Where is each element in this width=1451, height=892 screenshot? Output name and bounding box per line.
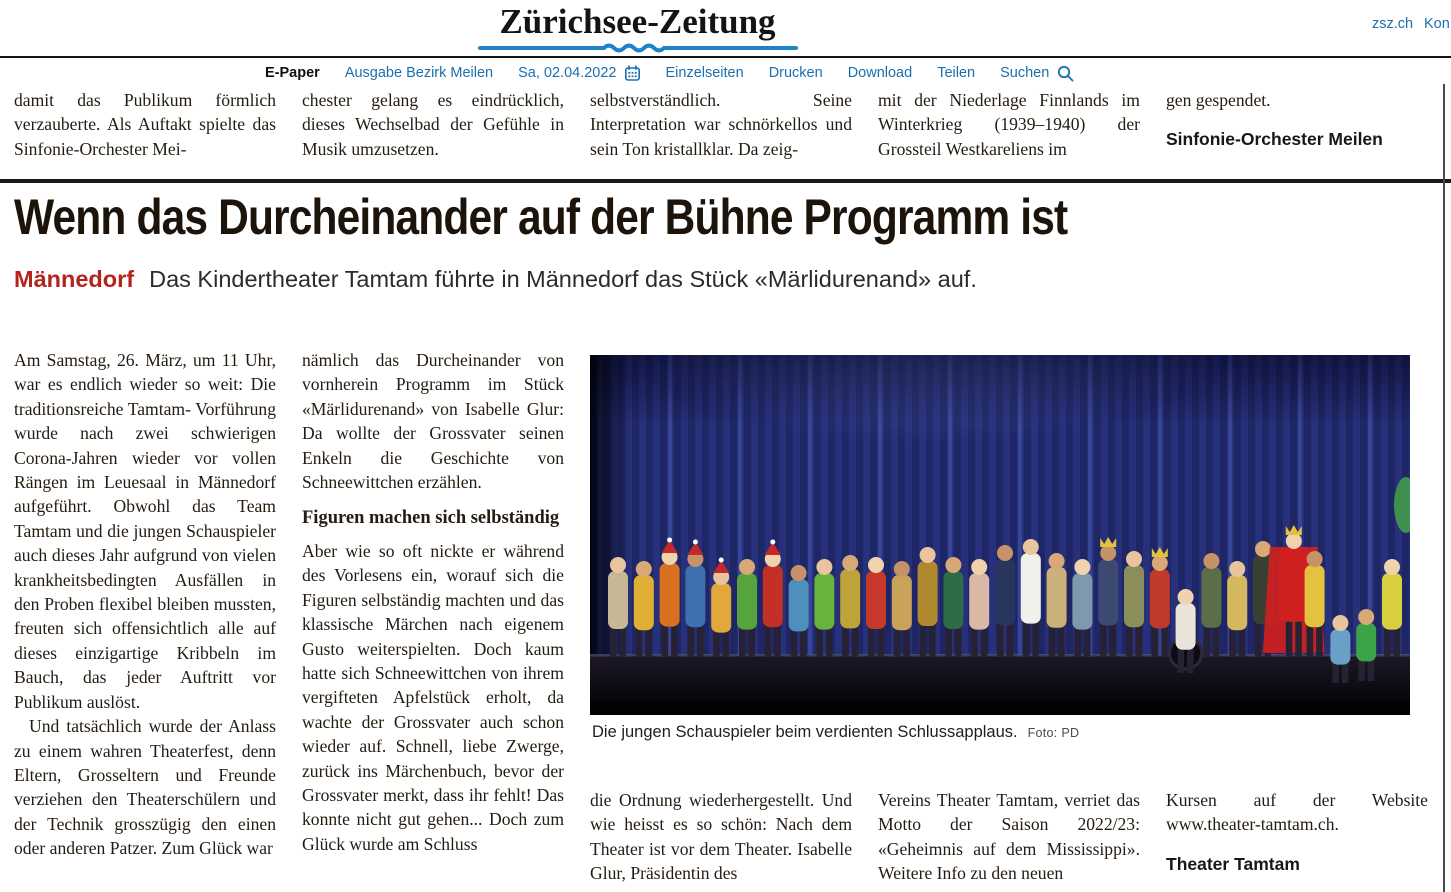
paragraph: Vereins Theater Tamtam, verriet das Motto der Saison 2022/23: «Geheimnis auf dem Mississippi». Weitere Info zu den neuen xyxy=(878,790,1140,884)
photo-credit: Foto: PD xyxy=(1027,726,1080,740)
article-kicker: Männedorf xyxy=(14,266,135,292)
paragraph: gen gespendet. xyxy=(1166,90,1271,110)
download-link[interactable]: Download xyxy=(847,65,913,81)
paragraph: chester gelang es eindrücklich, dieses Wechselbad der Gefühle in Musik umzusetzen. xyxy=(302,90,564,159)
teilen-link[interactable]: Teilen xyxy=(937,65,976,81)
top-column-2 xyxy=(302,88,564,161)
edition-link[interactable]: Ausgabe Bezirk Meilen xyxy=(344,65,494,81)
top-column-1 xyxy=(14,88,276,161)
stage-floor xyxy=(590,655,1410,701)
epaper-label: E-Paper xyxy=(265,65,320,81)
link-zsz-ch[interactable]: zsz.ch xyxy=(1372,16,1414,32)
photo-caption-row xyxy=(592,723,1079,742)
article-signature-heading: Sinfonie-Orchester Meilen xyxy=(1166,129,1383,150)
article-signature-heading: Theater Tamtam xyxy=(1166,853,1300,874)
date-label[interactable]: Sa, 02.04.2022 xyxy=(518,65,617,81)
calendar-icon[interactable] xyxy=(624,65,641,82)
paragraph: damit das Publikum förmlich verzauberte. Als Auftakt spielte das Sinfonie-Orchester Mei- xyxy=(14,90,276,159)
masthead xyxy=(455,2,820,53)
article-column-3 xyxy=(590,788,852,886)
top-column-4 xyxy=(878,88,1140,161)
paragraph: Und tatsächlich wurde der Anlass zu einem wahren Theaterfest, denn Eltern, Grosseltern und Freunde verziehen den Theaterschülern und der Technik grosszügig den einen oder anderen Patzer. Zum Glück war xyxy=(14,716,276,859)
article-column-1 xyxy=(14,348,276,892)
paragraph: selbstverständlich. Seine Interpretation war schnörkellos und sein Ton kristallklar. Da zeig- xyxy=(590,90,852,159)
paragraph: mit der Niederlage Finnlands im Winterkrieg (1939–1940) der Grossteil Westkareliens im xyxy=(878,90,1140,159)
epaper-toolbar xyxy=(265,61,1075,85)
paragraph: die Ordnung wiederhergestellt. Und wie heisst es so schön: Nach dem Theater ist vor dem Theater. Isabelle Glur, Präsidentin des xyxy=(590,790,852,884)
link-kontakt[interactable]: Kon xyxy=(1424,16,1450,32)
suchen-link[interactable]: Suchen xyxy=(1000,65,1050,81)
article-column-2 xyxy=(302,348,564,892)
stage-photo-svg xyxy=(590,355,1410,715)
article-photo xyxy=(590,355,1410,715)
search-icon[interactable] xyxy=(1056,64,1075,83)
article-subheading: Figuren machen sich selbständig xyxy=(302,508,560,529)
search-group[interactable] xyxy=(1000,64,1075,83)
einzelseiten-link[interactable]: Einzelseiten xyxy=(665,65,744,81)
paragraph: nämlich das Durcheinander von vornherein Programm im Stück «Märlidurenand» von Isabelle Glur: Da wollte der Grossvater seinen Enkeln die Geschichte von Schneewittchen erzählen. xyxy=(302,350,564,493)
top-column-3 xyxy=(590,88,852,161)
drucken-link[interactable]: Drucken xyxy=(768,65,823,81)
article-headline: Wenn das Durcheinander auf der Bühne Programm ist xyxy=(14,189,1068,245)
page-top-rule xyxy=(0,56,1451,58)
logo-underline-wave xyxy=(478,43,798,53)
photo-caption: Die jungen Schauspieler beim verdienten Schlussapplaus. xyxy=(592,723,1018,741)
newspaper-logo[interactable]: Zürichsee-Zeitung xyxy=(499,2,776,41)
article-separator-rule xyxy=(0,179,1451,183)
article-lead: Das Kindertheater Tamtam führte in Männedorf das Stück «Märlidurenand» auf. xyxy=(149,266,977,292)
paragraph: Aber wie so oft nickte er während des Vorlesens ein, worauf sich die Figuren selbständig machten und das klassische Märchen nach eigenem Gusto weiterspielten. Doch kaum hatte sich Schneewittchen von ihrem vergifteten Apfelstück erholt, da wachte der Grossvater auch schon wieder auf. Schnell, liebe Zwerge, zurück ins Märchenbuch, bevor der Grossvater merkt, dass ihr fehlt! Das konnte nicht gut gehen... Doch zum Glück wurde am Schluss xyxy=(302,540,564,854)
article-column-4 xyxy=(878,788,1140,886)
article-column-5 xyxy=(1166,788,1428,875)
page-right-rule xyxy=(1443,84,1445,892)
date-picker[interactable] xyxy=(518,65,640,82)
paragraph: Am Samstag, 26. März, um 11 Uhr, war es endlich wieder so weit: Die traditionsreiche Tamtam- Vorführung wurde nach zwei schwierigen Corona-Jahren wieder vor vollen Rängen im Leuesaal in Männedorf aufgeführt. Obwohl das Team Tamtam und die jungen Schauspieler auch dieses Jahr aufgrund von vielen krankheitsbedingten Ausfällen in den Proben flexibel bleiben mussten, freuten sich offensichtlich alle auf dieses einzigartige Kribbeln im Bauch, das jeder Auftritt vor Publikum auslöst. xyxy=(14,350,276,712)
article-lead-row xyxy=(14,266,977,293)
top-column-5 xyxy=(1166,88,1428,150)
paragraph: Kursen auf der Website www.theater-tamtam.ch. xyxy=(1166,790,1428,835)
